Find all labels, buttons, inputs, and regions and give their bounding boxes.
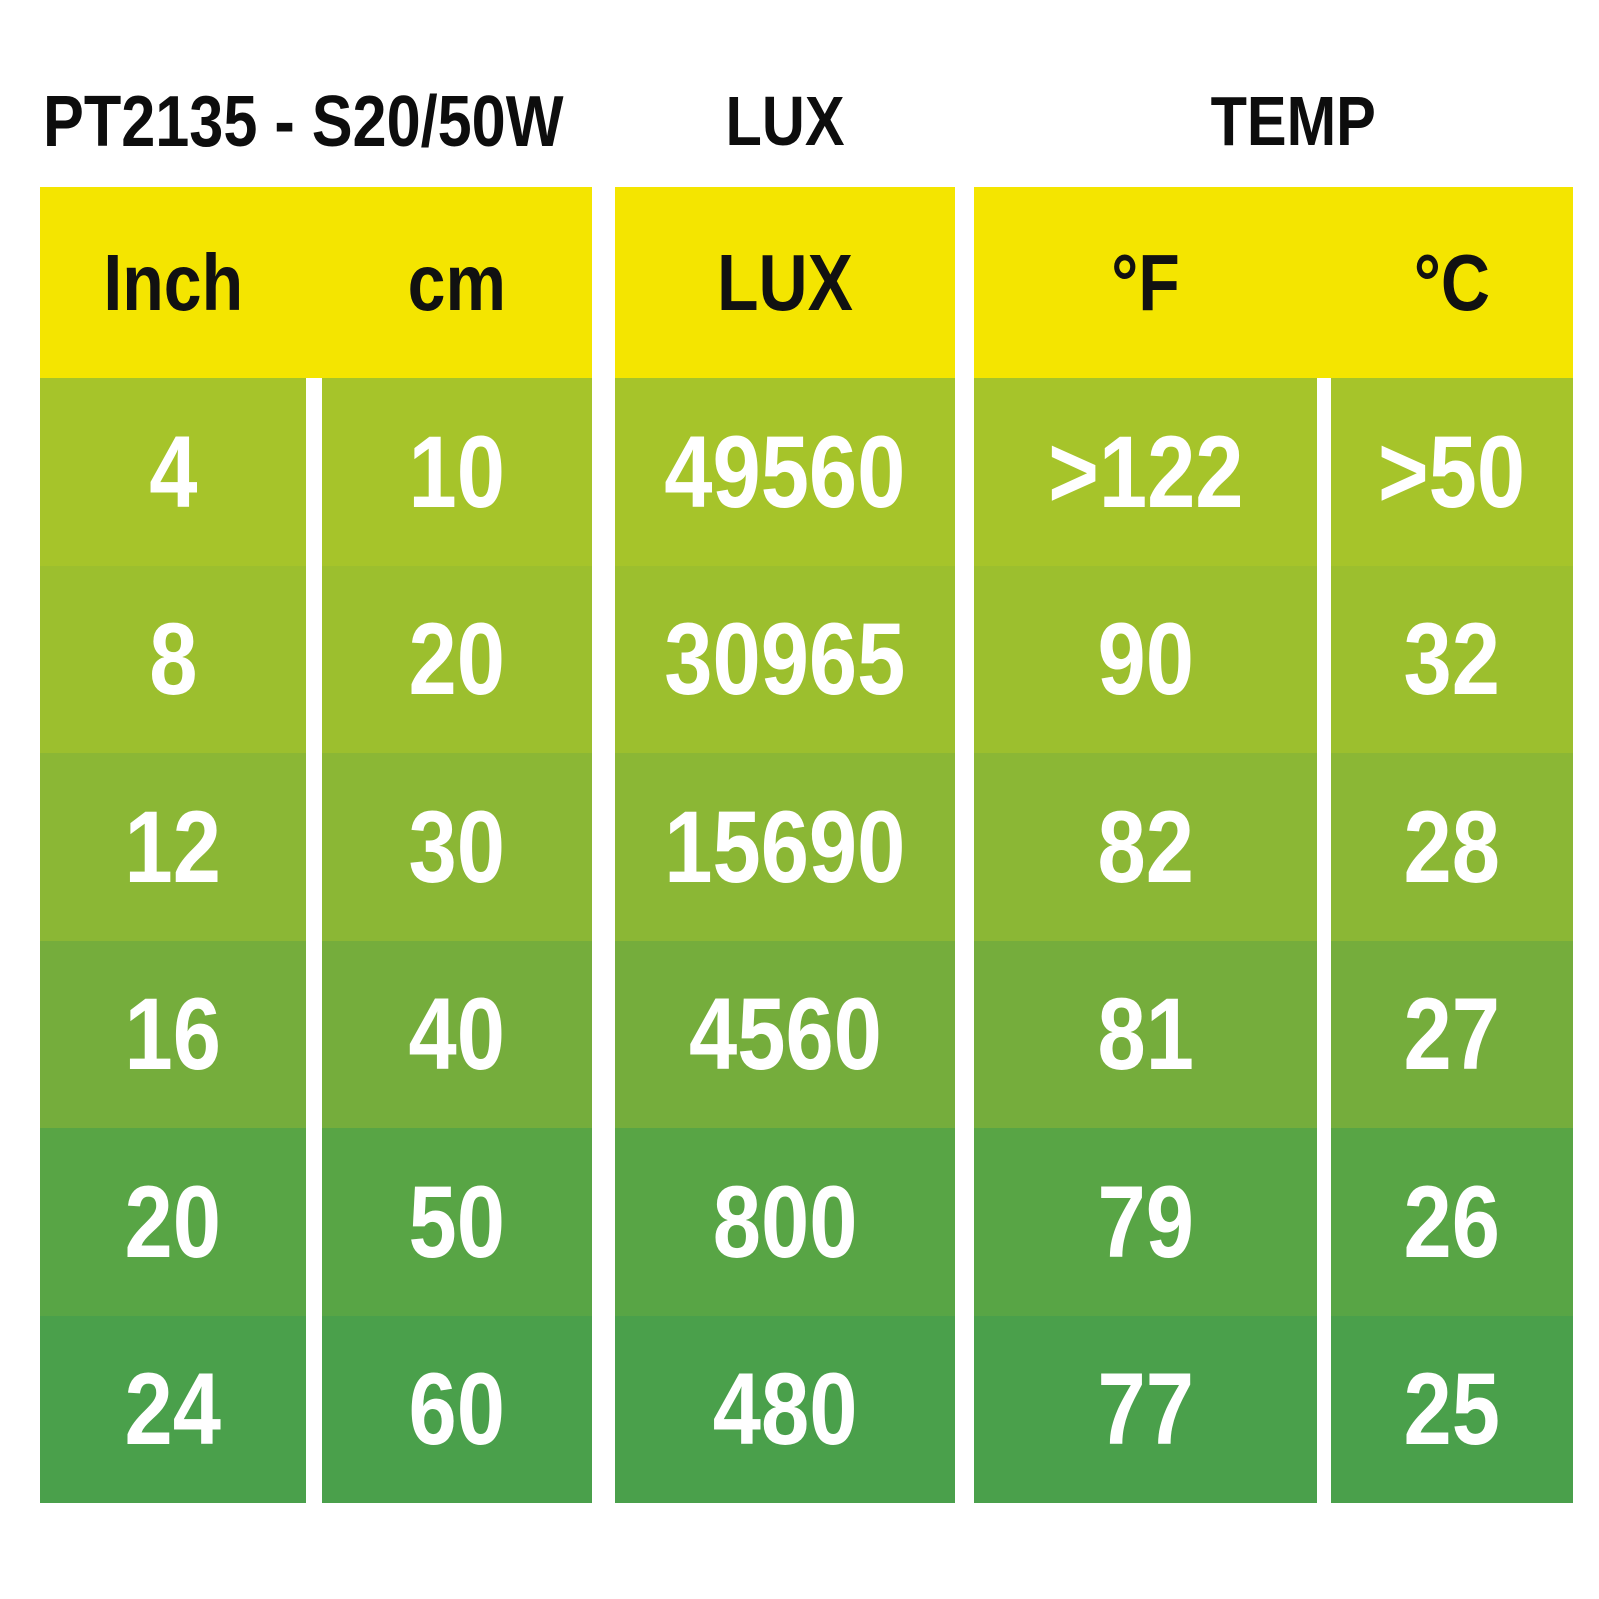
- header-inch: [40, 187, 306, 378]
- column-divider: [306, 378, 322, 566]
- table-row: [974, 566, 1573, 754]
- cell-c-row4: [1331, 941, 1573, 1129]
- column-divider: [306, 1316, 322, 1504]
- product-code-text: PT2135 - S20/50W: [43, 82, 564, 162]
- header-cm: [322, 187, 592, 378]
- cell-c-row6: [1331, 1316, 1573, 1504]
- column-divider: [1317, 566, 1331, 754]
- cell-text: 50: [408, 1164, 506, 1279]
- lux-column-group: [615, 187, 955, 1503]
- header-fahrenheit: [974, 187, 1317, 378]
- cell-text: 30: [408, 789, 506, 904]
- temp-column-group: [974, 187, 1573, 1503]
- column-divider: [1317, 1128, 1331, 1316]
- cell-text: 4: [148, 414, 198, 529]
- cell-c-row5: [1331, 1128, 1573, 1316]
- cell-lux-row5: [615, 1128, 955, 1316]
- cell-text: 49560: [664, 414, 906, 529]
- table-row: [40, 1128, 592, 1316]
- header-cm-label: cm: [407, 237, 507, 327]
- table-row: [40, 1316, 592, 1504]
- cell-lux-row2: [615, 566, 955, 754]
- cell-text: 30965: [664, 602, 906, 717]
- cell-text: 40: [408, 977, 506, 1092]
- cell-cm-row2: [322, 566, 592, 754]
- cell-lux-row6: [615, 1316, 955, 1504]
- cell-c-row2: [1331, 566, 1573, 754]
- table-row: [974, 1128, 1573, 1316]
- cell-text: 15690: [664, 789, 906, 904]
- table-row: [974, 378, 1573, 566]
- cell-text: 480: [712, 1352, 858, 1467]
- table-row: [40, 753, 592, 941]
- column-divider: [1317, 378, 1331, 566]
- table-row: [615, 941, 955, 1129]
- temp-group-title-text: TEMP: [1210, 82, 1377, 160]
- table-row: [615, 566, 955, 754]
- cell-c-row1: [1331, 378, 1573, 566]
- cell-text: 12: [124, 789, 222, 904]
- cell-text: 28: [1403, 789, 1501, 904]
- cell-inch-row5: [40, 1128, 306, 1316]
- distance-column-group: [40, 187, 592, 1503]
- cell-text: 20: [408, 602, 506, 717]
- header-celsius-label: °C: [1413, 237, 1491, 327]
- cell-f-row1: [974, 378, 1317, 566]
- cell-text: 79: [1097, 1164, 1194, 1279]
- cell-text: 8: [148, 602, 198, 717]
- cell-text: >122: [1047, 414, 1244, 529]
- header-lux-label: LUX: [717, 237, 853, 327]
- temp-header: [974, 187, 1573, 378]
- cell-text: 60: [408, 1352, 506, 1467]
- cell-text: >50: [1378, 414, 1526, 529]
- cell-inch-row2: [40, 566, 306, 754]
- column-divider: [306, 566, 322, 754]
- cell-cm-row1: [322, 378, 592, 566]
- lux-group-title-text: LUX: [725, 82, 845, 160]
- cell-lux-row3: [615, 753, 955, 941]
- cell-text: 27: [1403, 977, 1501, 1092]
- cell-lux-row1: [615, 378, 955, 566]
- table-row: [974, 941, 1573, 1129]
- table-row: [40, 378, 592, 566]
- cell-c-row3: [1331, 753, 1573, 941]
- cell-text: 82: [1097, 789, 1194, 904]
- cell-f-row4: [974, 941, 1317, 1129]
- cell-f-row3: [974, 753, 1317, 941]
- cell-cm-row3: [322, 753, 592, 941]
- column-divider: [306, 753, 322, 941]
- cell-f-row2: [974, 566, 1317, 754]
- cell-text: 25: [1403, 1352, 1501, 1467]
- temp-group-title: [994, 82, 1593, 160]
- distance-header: [40, 187, 592, 378]
- cell-text: 4560: [688, 977, 882, 1092]
- header-fahrenheit-label: °F: [1111, 237, 1180, 327]
- cell-inch-row1: [40, 378, 306, 566]
- header-celsius: [1331, 187, 1573, 378]
- cell-f-row6: [974, 1316, 1317, 1504]
- table-row: [615, 1128, 955, 1316]
- cell-text: 90: [1097, 602, 1194, 717]
- column-divider: [306, 941, 322, 1129]
- cell-text: 81: [1097, 977, 1194, 1092]
- column-divider: [1317, 941, 1331, 1129]
- table-row: [615, 753, 955, 941]
- lux-header: [615, 187, 955, 378]
- table-row: [615, 1316, 955, 1504]
- cell-inch-row6: [40, 1316, 306, 1504]
- cell-text: 32: [1403, 602, 1501, 717]
- table-row: [974, 1316, 1573, 1504]
- table-row: [974, 753, 1573, 941]
- cell-text: 26: [1403, 1164, 1501, 1279]
- table-row: [615, 378, 955, 566]
- cell-f-row5: [974, 1128, 1317, 1316]
- header-inch-label: Inch: [103, 237, 243, 327]
- column-divider: [1317, 1316, 1331, 1504]
- product-code-title: [43, 82, 655, 162]
- cell-text: 16: [124, 977, 222, 1092]
- lux-group-title: [615, 82, 955, 160]
- cell-text: 24: [124, 1352, 222, 1467]
- cell-cm-row6: [322, 1316, 592, 1504]
- cell-cm-row5: [322, 1128, 592, 1316]
- cell-text: 20: [124, 1164, 222, 1279]
- cell-text: 10: [408, 414, 506, 529]
- cell-lux-row4: [615, 941, 955, 1129]
- cell-inch-row4: [40, 941, 306, 1129]
- cell-inch-row3: [40, 753, 306, 941]
- header-lux: [615, 187, 955, 378]
- cell-text: 77: [1097, 1352, 1194, 1467]
- cell-cm-row4: [322, 941, 592, 1129]
- cell-text: 800: [712, 1164, 858, 1279]
- table-row: [40, 566, 592, 754]
- column-divider: [306, 1128, 322, 1316]
- column-divider: [1317, 753, 1331, 941]
- table-row: [40, 941, 592, 1129]
